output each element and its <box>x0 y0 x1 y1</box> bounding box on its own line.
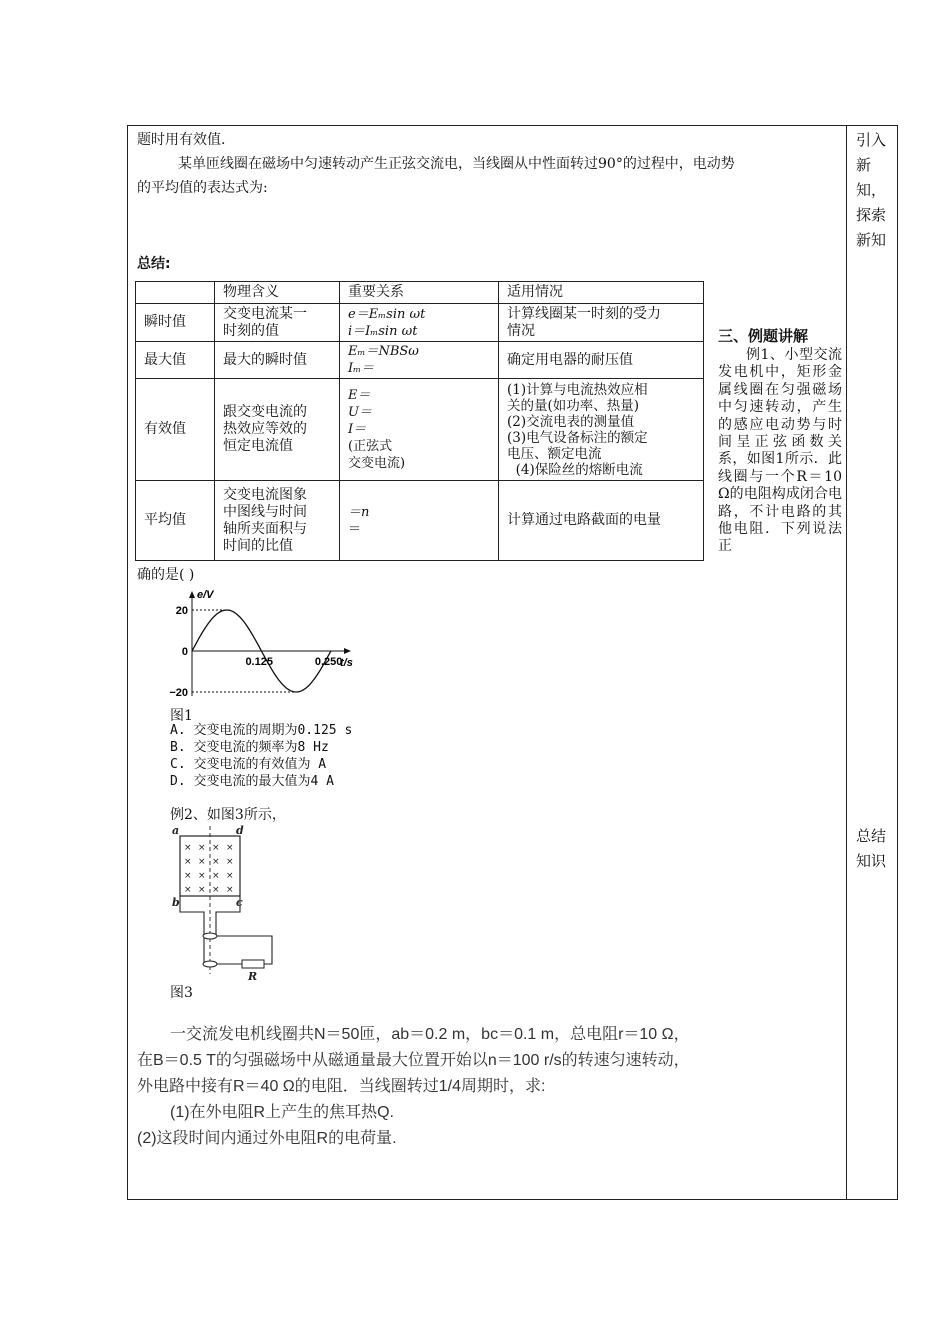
svg-text:×: × <box>212 885 220 895</box>
y-arrow <box>189 591 195 598</box>
problem-line-3: 外电路中接有R＝40 Ω的电阻．当线圈转过1/4周期时，求: <box>137 1078 546 1095</box>
row-relation: ＝n ＝ <box>340 481 499 561</box>
x-arrow <box>344 648 351 654</box>
lead-left <box>180 896 204 964</box>
y-tick-label: 20 <box>175 605 188 617</box>
row-relation: E＝ U＝ I＝ (正弦式 交变电流) <box>340 379 499 481</box>
svg-text:×: × <box>184 885 192 895</box>
slip-ring-top <box>203 933 217 939</box>
fig1-caption: 图1 <box>170 708 193 724</box>
side-label-line: 探索 <box>856 206 887 224</box>
example1-text: 例1、小型交流发电机中，矩形金属线圈在匀强磁场中匀速转动，产生的感应电动势与时间呈正弦函数关系，如图1所示．此线圈与一个R＝10 Ω的电阻构成闭合电路，不计电路的其他电阻．下列说法正 <box>718 347 842 555</box>
row-meaning: 交变电流某一 时刻的值 <box>215 304 340 342</box>
label-r: R <box>248 970 258 983</box>
table-header-row <box>136 282 704 304</box>
table-header-cell <box>136 282 215 304</box>
row-relation: Eₘ＝NBSω Iₘ＝ <box>340 342 499 379</box>
table-header-cell: 物理含义 <box>215 282 340 304</box>
svg-text:×: × <box>184 843 192 853</box>
example2-title: 例2、如图3所示， <box>170 807 286 823</box>
y-tick-label: 0 <box>181 646 188 658</box>
svg-text:×: × <box>198 885 206 895</box>
example-panel <box>718 325 842 556</box>
label-b: b <box>172 896 180 909</box>
intro-line-1: 题时用有效值. <box>137 132 226 148</box>
table-header-cell: 适用情况 <box>499 282 704 304</box>
row-usage: (1)计算与电流热效应相 关的量(如功率、热量) (2)交流电表的测量值 (3)电气设备标注的额定 电压、额定电流 (4)保险丝的熔断电流 <box>499 379 704 481</box>
row-meaning: 跟交变电流的 热效应等效的 恒定电流值 <box>215 379 340 481</box>
resistor <box>242 960 264 968</box>
svg-text:×: × <box>198 871 206 881</box>
section-heading: 三、例题讲解 <box>718 327 809 345</box>
table-row <box>136 379 704 481</box>
option-a: A. 交变电流的周期为0.125 s <box>170 723 353 738</box>
summary-title: 总结: <box>137 256 171 272</box>
problem-q1: (1)在外电阻R上产生的焦耳热Q. <box>170 1104 395 1121</box>
side-label-line: 新 <box>856 156 872 174</box>
side-label-line: 总结 <box>856 827 887 845</box>
row-name: 最大值 <box>136 342 215 379</box>
svg-text:×: × <box>226 843 234 853</box>
row-usage: 计算通过电路截面的电量 <box>499 481 704 561</box>
row-meaning: 最大的瞬时值 <box>215 342 340 379</box>
emf-chart <box>160 586 353 706</box>
option-d: D. 交变电流的最大值为4 A <box>170 774 334 789</box>
table-row <box>136 304 704 342</box>
option-b: B. 交变电流的频率为8 Hz <box>170 740 329 755</box>
options-list <box>170 722 352 790</box>
coil-diagram <box>168 824 298 984</box>
svg-text:×: × <box>226 871 234 881</box>
row-relation: e＝Eₘsin ωt i＝Iₘsin ωt <box>340 304 499 342</box>
problem-line-2: 在B＝0.5 T的匀强磁场中从磁通量最大位置开始以n＝100 r/s的转速匀速转动， <box>137 1052 690 1069</box>
field-crosses <box>184 843 234 895</box>
column-divider <box>846 125 847 1200</box>
row-name: 平均值 <box>136 481 215 561</box>
side-label-line: 引入 <box>856 131 887 149</box>
side-label-line: 知， <box>856 181 887 199</box>
svg-text:×: × <box>212 857 220 867</box>
side-label-summary <box>856 824 894 874</box>
label-a: a <box>172 824 180 837</box>
side-label-line: 知识 <box>856 852 887 870</box>
intro-line-3: 的平均值的表达式为: <box>137 180 268 196</box>
option-c: C. 交变电流的有效值为 A <box>170 757 327 772</box>
intro-line-2: 某单匝线圈在磁场中匀速转动产生正弦交流电，当线圈从中性面转过90°的过程中，电动势 <box>178 156 735 172</box>
y-tick-label: −20 <box>169 687 188 699</box>
svg-text:×: × <box>198 843 206 853</box>
side-label-line: 新知 <box>856 231 887 249</box>
row-usage: 确定用电器的耐压值 <box>499 342 704 379</box>
x-tick-label: 0.250 <box>314 656 343 668</box>
problem-line-1: 一交流发电机线圈共N＝50匝，ab＝0.2 m，bc＝0.1 m，总电阻r＝10 Ω， <box>170 1026 690 1043</box>
x-axis-label: t/s <box>340 657 353 669</box>
table-header-cell: 重要关系 <box>340 282 499 304</box>
summary-table <box>135 281 704 561</box>
label-c: c <box>236 896 243 909</box>
svg-text:×: × <box>212 871 220 881</box>
svg-text:×: × <box>184 871 192 881</box>
fig3-caption: 图3 <box>170 985 193 1001</box>
question1-tail: 确的是( ) <box>137 567 195 583</box>
y-axis-label: e/V <box>197 589 214 601</box>
table-row <box>136 342 704 379</box>
row-meaning: 交变电流图象 中图线与时间 轴所夹面积与 时间的比值 <box>215 481 340 561</box>
svg-text:×: × <box>212 843 220 853</box>
svg-text:×: × <box>184 857 192 867</box>
row-usage: 计算线圈某一时刻的受力 情况 <box>499 304 704 342</box>
table-row <box>136 481 704 561</box>
svg-text:×: × <box>226 885 234 895</box>
svg-text:×: × <box>198 857 206 867</box>
row-name: 有效值 <box>136 379 215 481</box>
side-label-intro <box>856 128 894 253</box>
x-tick-label: 0.125 <box>245 656 273 668</box>
label-d: d <box>236 824 244 837</box>
slip-ring-bottom <box>203 961 217 967</box>
problem-q2: (2)这段时间内通过外电阻R的电荷量. <box>137 1130 397 1147</box>
row-name: 瞬时值 <box>136 304 215 342</box>
svg-text:×: × <box>226 857 234 867</box>
